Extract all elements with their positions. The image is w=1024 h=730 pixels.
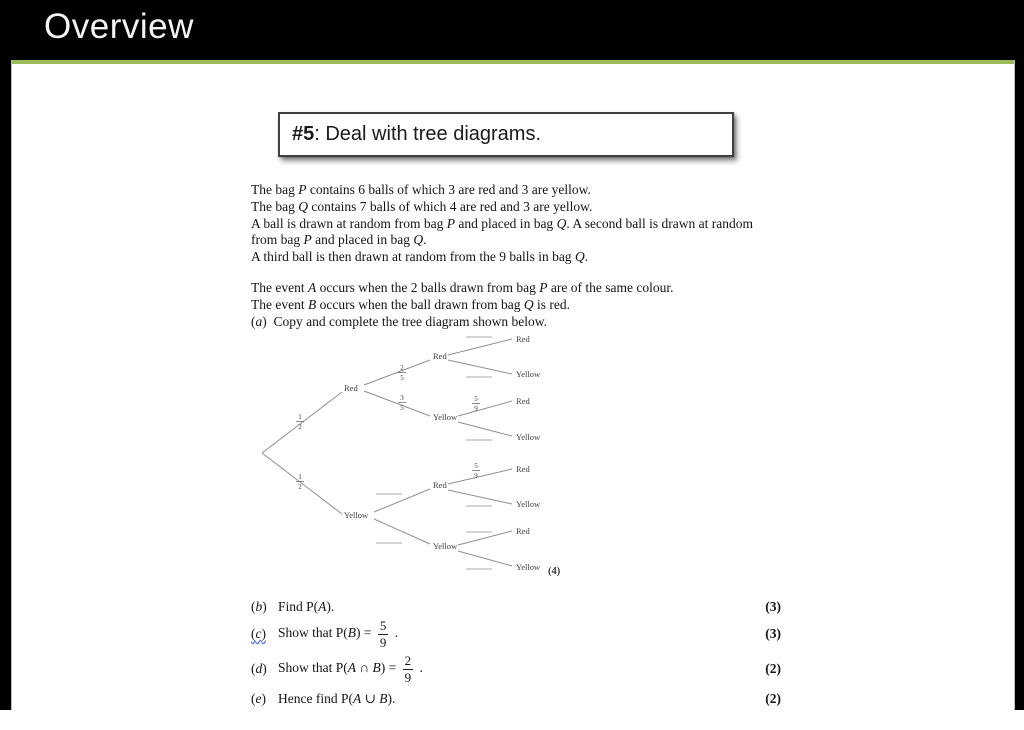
- text-segment: ) Copy and complete the tree diagram shown below.: [262, 313, 548, 329]
- tree-branch-line: [262, 453, 342, 514]
- question-label: [251, 599, 278, 615]
- question-row-d: [251, 652, 781, 686]
- tree-node-label: Red: [516, 396, 530, 406]
- inline-fraction: $\frac{2}{9}$: [404, 652, 412, 685]
- tree-node-label: Yellow: [516, 369, 541, 379]
- text-segment: ): [262, 661, 267, 676]
- text-segment: Hence find P(: [278, 691, 353, 706]
- tree-branch-line: [364, 360, 430, 385]
- text-segment: (: [251, 626, 256, 641]
- tree-node-label: Red: [516, 526, 530, 536]
- text-segment: Show that P(: [278, 625, 348, 641]
- probability-fraction-numerator: 5: [474, 462, 478, 470]
- probability-tree-diagram: [252, 328, 582, 580]
- tree-branch-line: [448, 339, 512, 355]
- text-segment: contains 7 balls of which 4 are red and 3 are yellow.: [307, 198, 593, 214]
- text-segment: (: [251, 599, 256, 614]
- question-marks: (3): [765, 599, 781, 614]
- text-segment: The bag: [251, 198, 299, 214]
- tree-node-label: Red: [433, 351, 447, 361]
- text-segment: B: [372, 660, 381, 676]
- question-row-b: [251, 597, 781, 617]
- text-segment: ).: [326, 599, 335, 614]
- probability-fraction-numerator: 5: [474, 395, 478, 403]
- text-segment: ): [261, 626, 266, 641]
- text-segment: ) =: [356, 625, 375, 641]
- text-segment: ): [262, 599, 267, 614]
- tree-branch-line: [374, 489, 430, 512]
- text-segment: (: [251, 661, 256, 676]
- text-segment: .: [584, 249, 589, 265]
- text-segment: and placed in bag: [454, 215, 557, 231]
- callout-box: [278, 112, 734, 157]
- question-row-c: [251, 617, 781, 651]
- text-segment: P: [298, 182, 307, 197]
- text-segment: A: [347, 660, 357, 676]
- question-marks: (2): [765, 661, 781, 676]
- tree-branch-line: [458, 531, 512, 545]
- question-marks: (3): [765, 626, 781, 641]
- tree-branch-line: [458, 401, 512, 416]
- text-segment: ): [261, 691, 266, 706]
- tree-node-label: Red: [516, 334, 530, 344]
- question-text: [278, 619, 398, 649]
- tree-branch-line: [448, 490, 512, 504]
- text-segment: B: [307, 296, 317, 312]
- tree-node-label: Yellow: [433, 541, 458, 551]
- text-segment: P: [539, 280, 548, 295]
- text-segment: are of the same colour.: [547, 280, 674, 295]
- probability-fraction-numerator: 1: [298, 473, 302, 481]
- text-segment: P: [446, 215, 455, 231]
- text-segment: d: [255, 661, 263, 676]
- tree-node-label: Yellow: [433, 412, 458, 422]
- probability-fraction-denominator: 5: [400, 404, 404, 412]
- probability-fraction-denominator: 2: [298, 483, 302, 491]
- slide-left-margin: [0, 60, 12, 710]
- slide-right-margin: [1014, 60, 1024, 710]
- text-segment: Show that P(: [278, 660, 348, 676]
- text-segment: A ball is drawn at random from bag: [251, 215, 447, 231]
- probability-fraction-denominator: 2: [298, 423, 302, 431]
- problem-paragraph-1: [251, 182, 796, 266]
- text-segment: ∪: [361, 691, 380, 706]
- inline-fraction: $\frac{5}{9}$: [379, 617, 387, 650]
- text-segment: A third ball is then drawn at random from the 9 balls in bag: [251, 249, 575, 265]
- problem-line: [251, 199, 796, 216]
- text-segment: Q: [523, 296, 534, 312]
- text-segment: The event: [251, 296, 308, 312]
- text-segment: Q: [556, 215, 567, 231]
- text-segment: (: [251, 313, 256, 329]
- text-segment: B: [347, 625, 357, 641]
- question-marks: (2): [765, 691, 781, 706]
- tree-node-label: Yellow: [344, 510, 369, 520]
- tree-node-label: Red: [344, 383, 358, 393]
- tree-branch-line: [374, 519, 430, 544]
- question-text: [278, 599, 334, 615]
- text-segment: Q: [413, 232, 424, 248]
- problem-line: [251, 182, 796, 199]
- text-segment: (: [251, 691, 256, 706]
- text-segment: and placed in bag: [311, 232, 414, 248]
- problem-line: [251, 297, 796, 314]
- text-segment: A: [307, 280, 317, 295]
- accent-divider-line: [12, 60, 1024, 64]
- text-segment: Find P(: [278, 599, 319, 614]
- question-label: [251, 626, 278, 642]
- problem-line: [251, 232, 796, 249]
- text-segment: A: [352, 691, 362, 706]
- text-segment: Q: [298, 198, 308, 214]
- text-segment: ).: [387, 691, 396, 706]
- tree-branch-line: [448, 360, 512, 374]
- text-segment: Q: [574, 249, 585, 265]
- problem-line: [251, 249, 796, 266]
- question-label: [251, 661, 278, 677]
- probability-fraction-denominator: 9: [474, 405, 478, 413]
- text-segment: c: [255, 626, 262, 641]
- tree-node-label: Yellow: [516, 562, 541, 572]
- text-segment: The bag: [251, 182, 299, 197]
- callout-text: : Deal with tree diagrams.: [314, 123, 542, 145]
- tree-branch-line: [458, 551, 512, 566]
- text-segment: contains 6 balls of which 3 are red and 3 are yellow.: [306, 182, 591, 197]
- text-segment: A: [318, 599, 327, 614]
- tree-branch-line: [458, 422, 512, 436]
- probability-fraction-numerator: 2: [400, 364, 404, 372]
- tree-branch-line: [364, 391, 430, 416]
- text-segment: a: [255, 313, 263, 329]
- text-segment: .: [423, 232, 427, 248]
- tree-branch-line: [448, 469, 512, 484]
- question-label: [251, 691, 278, 707]
- text-segment: The event: [251, 280, 308, 295]
- text-segment: b: [255, 599, 263, 614]
- text-segment: is red.: [533, 296, 571, 312]
- tree-branch-line: [262, 392, 342, 453]
- problem-line: [251, 216, 796, 233]
- text-segment: .: [416, 660, 423, 676]
- text-segment: ∩: [356, 660, 373, 676]
- slide-title: Overview: [44, 7, 194, 46]
- text-segment: e: [255, 691, 262, 706]
- text-segment: . A second ball is drawn at random: [566, 215, 754, 231]
- question-row-e: [251, 689, 781, 709]
- probability-fraction-numerator: 3: [400, 394, 404, 402]
- text-segment: .: [391, 625, 399, 641]
- part-a-marks: (4): [548, 566, 561, 577]
- tree-node-label: Yellow: [516, 499, 541, 509]
- problem-line: [251, 280, 796, 297]
- problem-paragraph-2: [251, 280, 796, 330]
- probability-fraction-numerator: 1: [298, 413, 302, 421]
- tree-node-label: Yellow: [516, 432, 541, 442]
- callout-number: #5: [292, 123, 315, 145]
- text-segment: occurs when the 2 balls drawn from bag: [316, 280, 540, 295]
- text-segment: from bag: [251, 232, 304, 248]
- text-segment: ) =: [380, 660, 400, 676]
- question-text: [278, 654, 423, 684]
- text-segment: P: [303, 232, 312, 248]
- question-text: [278, 691, 395, 707]
- text-segment: B: [379, 691, 388, 706]
- probability-fraction-denominator: 5: [400, 374, 404, 382]
- tree-node-label: Red: [433, 480, 447, 490]
- probability-fraction-denominator: 9: [474, 472, 478, 480]
- tree-node-label: Red: [516, 464, 530, 474]
- text-segment: occurs when the ball drawn from bag: [316, 296, 524, 312]
